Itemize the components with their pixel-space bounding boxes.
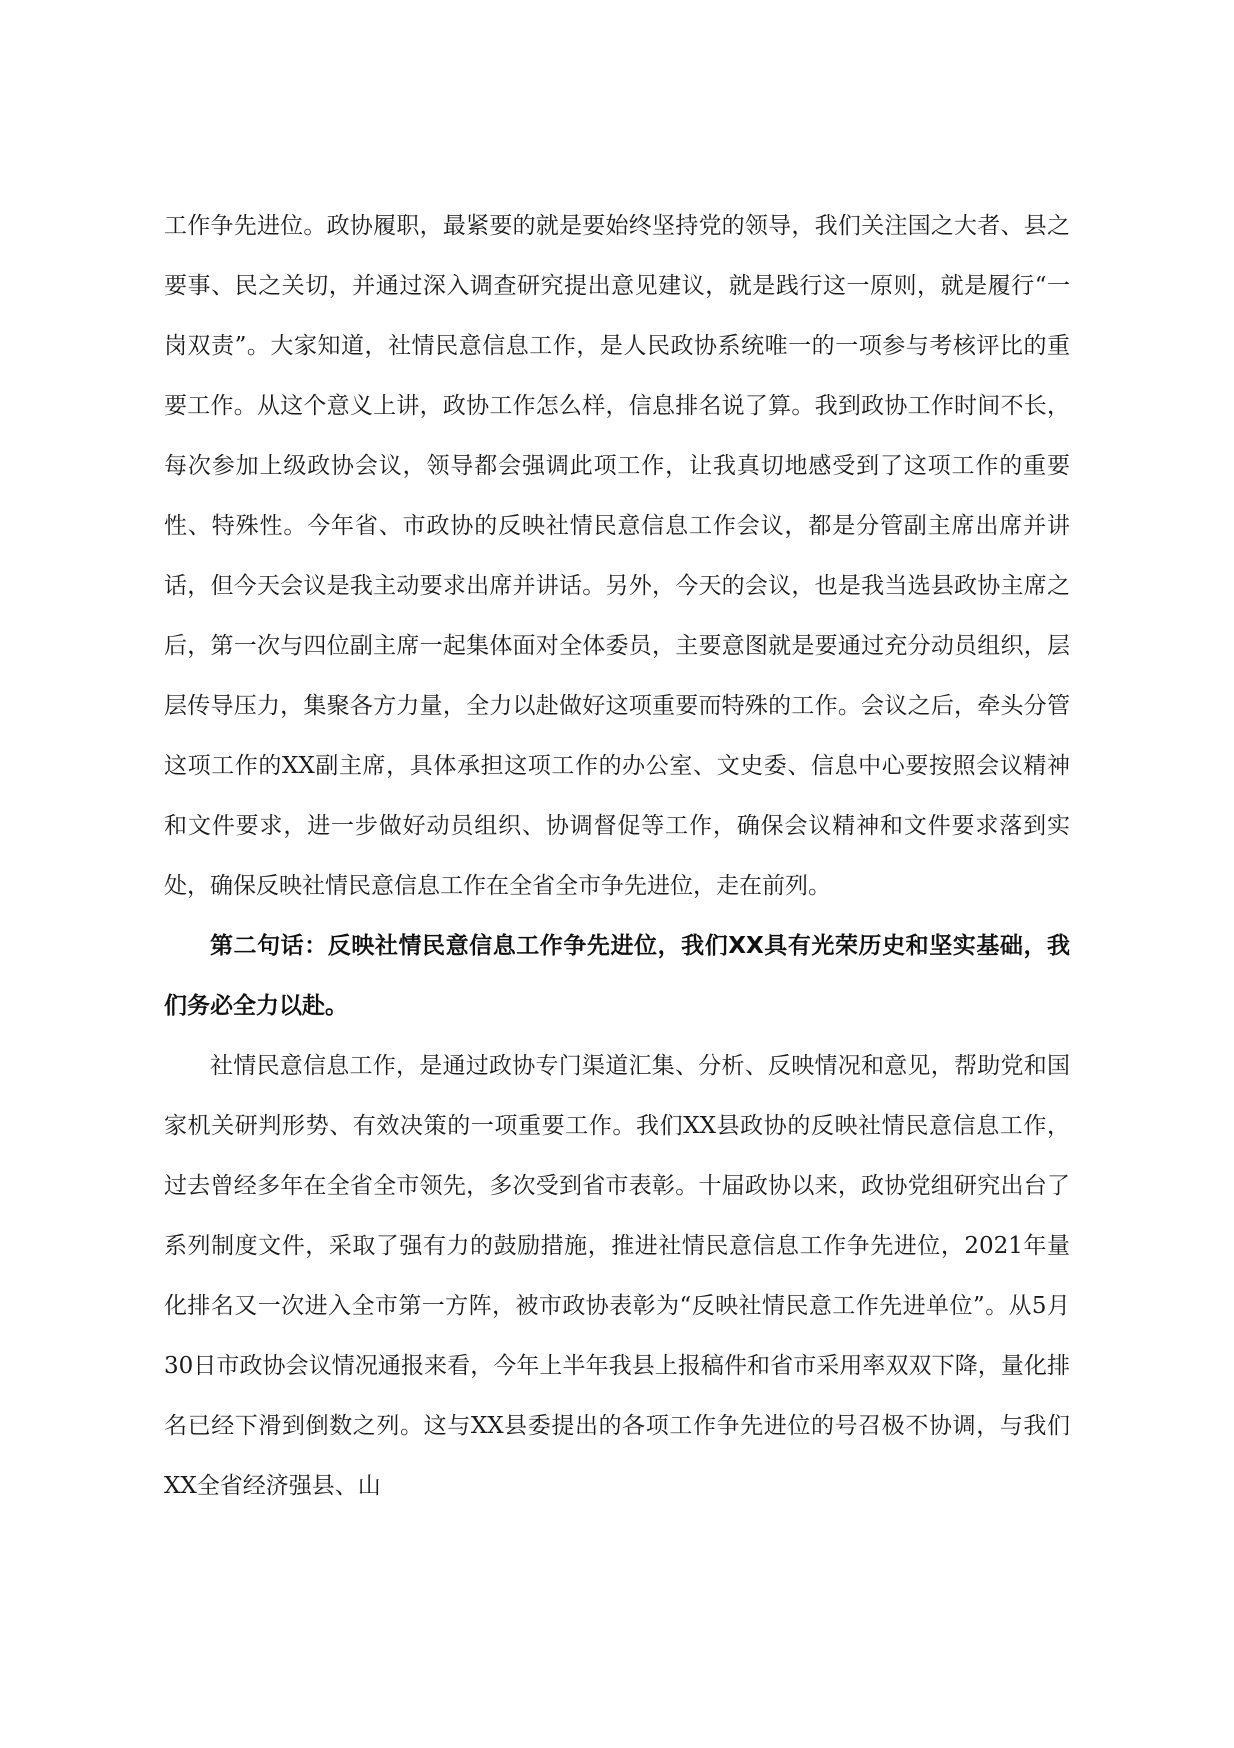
paragraph-body: 社情民意信息工作，是通过政协专门渠道汇集、分析、反映情况和意见，帮助党和国家机关研判形势、有效决策的一项重要工作。我们XX县政协的反映社情民意信息工作，过去曾经多年在全省全市领先，多次受到省市表彰。十届政协以来，政协党组研究出台了系列制度文件，采取了强有力的鼓励措施，推进社情民意信息工作争先进位，2021年量化排名又一次进入全市第一方阵，被市政协表彰为“反映社情民意工作先进单位”。从5月30日市政协会议情况通报来看，今年上半年我县上报稿件和省市采用率双双下降，量化排名已经下滑到倒数之列。这与XX县委提出的各项工作争先进位的号召极不协调，与我们XX全省经济强县、山	[164, 1053, 1070, 1499]
paragraph-continuation: 工作争先进位。政协履职，最紧要的就是要始终坚持党的领导，我们关注国之大者、县之要事、民之关切，并通过深入调查研究提出意见建议，就是践行这一原则，就是履行“一岗双责”。大家知道，社情民意信息工作，是人民政协系统唯一的一项参与考核评比的重要工作。从这个意义上讲，政协工作怎么样，信息排名说了算。我到政协工作时间不长，每次参加上级政协会议，领导都会强调此项工作，让我真切地感受到了这项工作的重要性、特殊性。今年省、市政协的反映社情民意信息工作会议，都是分管副主席出席并讲话，但今天会议是我主动要求出席并讲话。另外，今天的会议，也是我当选县政协主席之后，第一次与四位副主席一起集体面对全体委员，主要意图就是要通过充分动员组织，层层传导压力，集聚各方力量，全力以赴做好这项重要而特殊的工作。会议之后，牵头分管这项工作的XX副主席，具体承担这项工作的办公室、文史委、信息中心要按照会议精神和文件要求，进一步做好动员组织、协调督促等工作，确保会议精神和文件要求落到实处，确保反映社情民意信息工作在全省全市争先进位，走在前列。	[164, 213, 1070, 899]
section-heading-second-sentence: 第二句话：反映社情民意信息工作争先进位，我们XX具有光荣历史和坚实基础，我们务必全力以赴。	[164, 933, 1070, 1019]
document-body	[164, 196, 1070, 1516]
